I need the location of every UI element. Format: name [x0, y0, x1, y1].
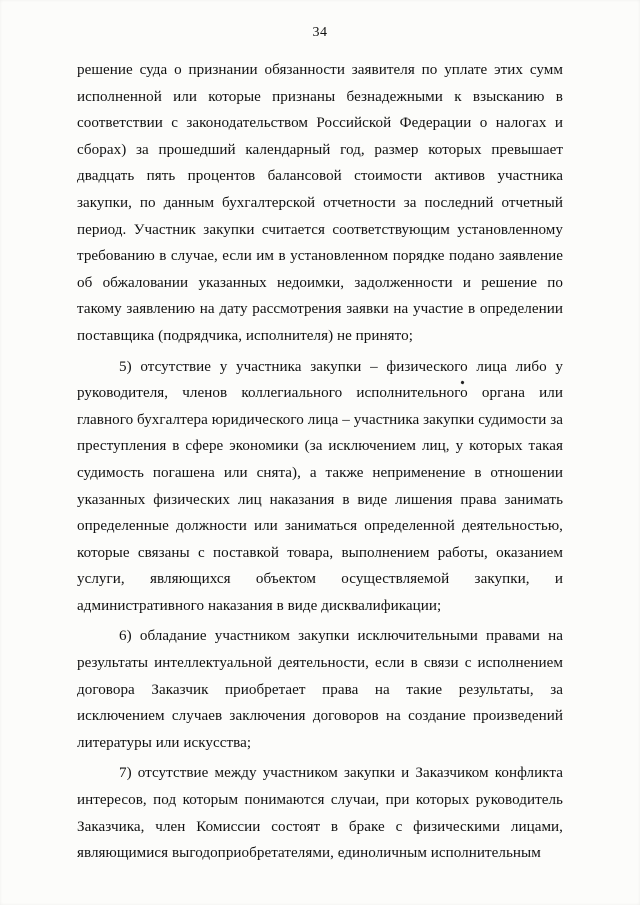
- body-text: [77, 57, 563, 867]
- paragraph-item-6: 6) обладание участником закупки исключительными правами на результаты интеллектуальной деятельности, если в связи с исполнением договора Заказчик приобретает права на такие результаты, за исключением случаев заключения договоров на создание произведений литературы или искусства;: [77, 628, 563, 751]
- paragraph-item-7: 7) отсутствие между участником закупки и Заказчиком конфликта интересов, под которым понимаются случаи, при которых руководитель Заказчика, член Комиссии состоят в браке с физическими лицами, являющимися выгодоприобретателями, единоличным исполнительным: [77, 765, 563, 862]
- page-number: 34: [312, 25, 328, 40]
- paragraph-continuation: решение суда о признании обязанности заявителя по уплате этих сумм исполненной или которые признаны безнадежными к взысканию в соответствии с законодательством Российской Федерации о налогах и сборах) за прошедший календарный год, размер которых превышает двадцать пять процентов балансовой стоимости активов участника закупки, по данным бухгалтерской отчетности за последний отчетный период. Участник закупки считается соответствующим установленному требованию в случае, если им в установленном порядке подано заявление об обжаловании указанных недоимки, задолженности и решение по такому заявлению на дату рассмотрения заявки на участие в определении поставщика (подрядчика, исполнителя) не принято;: [77, 62, 563, 344]
- paragraph-item-5: 5) отсутствие у участника закупки – физического лица либо у руководителя, членов коллегиального исполнительного органа или главного бухгалтера юридического лица – участника закупки судимости за преступления в сфере экономики (за исключением лиц, у которых такая судимость погашена или снята), а также неприменение в отношении указанных физических лиц наказания в виде лишения права занимать определенные должности или заниматься определенной деятельностью, которые связаны с поставкой товара, выполнением работы, оказанием услуги, являющихся объектом осуществляемой закупки, и административного наказания в виде дисквалификации;: [77, 358, 563, 614]
